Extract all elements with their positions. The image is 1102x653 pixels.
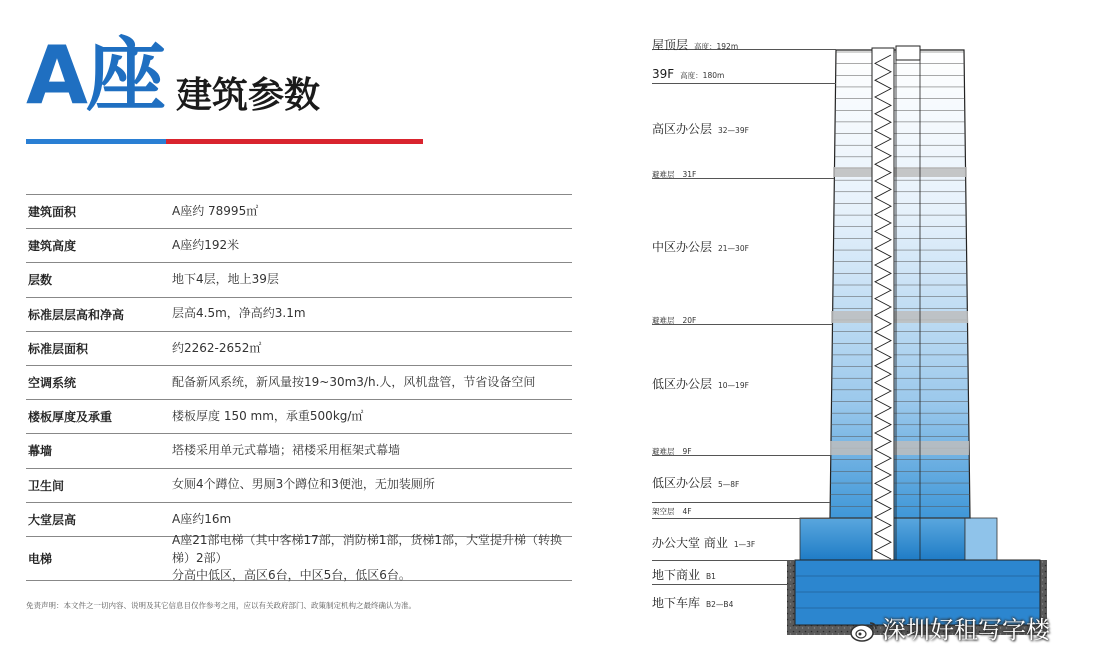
podium-annex bbox=[965, 518, 997, 560]
row-label: 建筑高度 bbox=[28, 239, 77, 254]
leader-line-b1 bbox=[652, 584, 795, 585]
row-value: 楼板厚度 150 mm，承重500kg/㎡ bbox=[172, 409, 364, 424]
elevator-line-2: 分高中低区，高区6台，中区5台，低区6台。 bbox=[172, 568, 411, 583]
row-label: 建筑面积 bbox=[28, 205, 77, 220]
floor-label-roof: 屋顶层 高度：192m bbox=[652, 38, 739, 52]
weibo-logo-icon bbox=[850, 620, 878, 642]
floor-label-refuge-31f: 避难层 31F bbox=[652, 170, 697, 179]
row-label: 幕墙 bbox=[28, 444, 53, 459]
row-value: A座约192米 bbox=[172, 238, 240, 253]
floor-label-open-4f: 架空层 4F bbox=[652, 507, 692, 516]
floor-label-b1: 地下商业 B1 bbox=[652, 568, 716, 582]
leader-line-39f bbox=[652, 83, 836, 84]
row-label: 标准层面积 bbox=[28, 341, 89, 356]
row-label: 大堂层高 bbox=[28, 512, 77, 527]
floor-label-lobby: 办公大堂 商业 1—3F bbox=[652, 536, 756, 550]
floor-label-refuge-9f: 避难层 9F bbox=[652, 447, 692, 456]
tower-title: A座 bbox=[26, 29, 164, 122]
floor-label-low-zone: 低区办公层 10—19F bbox=[652, 377, 749, 391]
row-value: 约2262-2652㎡ bbox=[172, 340, 262, 355]
row-value: 女厕4个蹲位、男厕3个蹲位和3便池，无加装厕所 bbox=[172, 477, 435, 492]
row-value: 层高4.5m，净高约3.1m bbox=[172, 306, 306, 321]
row-label: 空调系统 bbox=[28, 376, 77, 391]
row-label: 电梯 bbox=[28, 551, 53, 566]
refuge-band-20f bbox=[831, 311, 968, 323]
floor-label-low-zone-2: 低区办公层 5—8F bbox=[652, 476, 740, 490]
watermark: 深圳好租写字楼 bbox=[850, 610, 1050, 645]
floor-label-parking: 地下车库 B2—B4 bbox=[652, 596, 734, 610]
row-value: A座约16m bbox=[172, 511, 232, 526]
row-value: 地下4层，地上39层 bbox=[172, 272, 279, 287]
row-label: 层数 bbox=[28, 273, 53, 288]
leader-line-4f-bottom bbox=[652, 518, 830, 519]
section-title: 建筑参数 bbox=[176, 75, 321, 116]
row-label: 楼板厚度及承重 bbox=[28, 410, 113, 425]
floor-label-mid-zone: 中区办公层 21—30F bbox=[652, 240, 749, 254]
floor-label-39f: 39F 高度：180m bbox=[652, 67, 725, 81]
row-value: 配备新风系统，新风量按19~30m3/h.人，风机盘管，节省设备空间 bbox=[172, 374, 536, 389]
floor-label-refuge-20f: 避难层 20F bbox=[652, 316, 697, 325]
leader-line-4f bbox=[652, 502, 830, 503]
refuge-band-31f bbox=[833, 167, 967, 177]
elevator-line-1: A座21部电梯（其中客梯17部，消防梯1部，货梯1部，大堂提升梯（转换梯）2部） bbox=[172, 533, 563, 565]
row-value: 塔楼采用单元式幕墙；裙楼采用框架式幕墙 bbox=[172, 443, 401, 458]
leader-line-ground bbox=[652, 560, 795, 561]
refuge-band-9f bbox=[830, 441, 969, 455]
row-label: 卫生间 bbox=[28, 478, 65, 493]
row-value: A座约 78995㎡ bbox=[172, 203, 259, 218]
disclaimer-text: 免责声明：本文件之一切内容、说明及其它信息目仅作参考之用，应以有关政府部门、政策制定机构之最终确认为准。 bbox=[26, 601, 416, 610]
roof-penthouse bbox=[896, 46, 920, 60]
row-label: 标准层层高和净高 bbox=[28, 307, 125, 322]
floor-label-high-zone: 高区办公层 32—39F bbox=[652, 122, 749, 136]
